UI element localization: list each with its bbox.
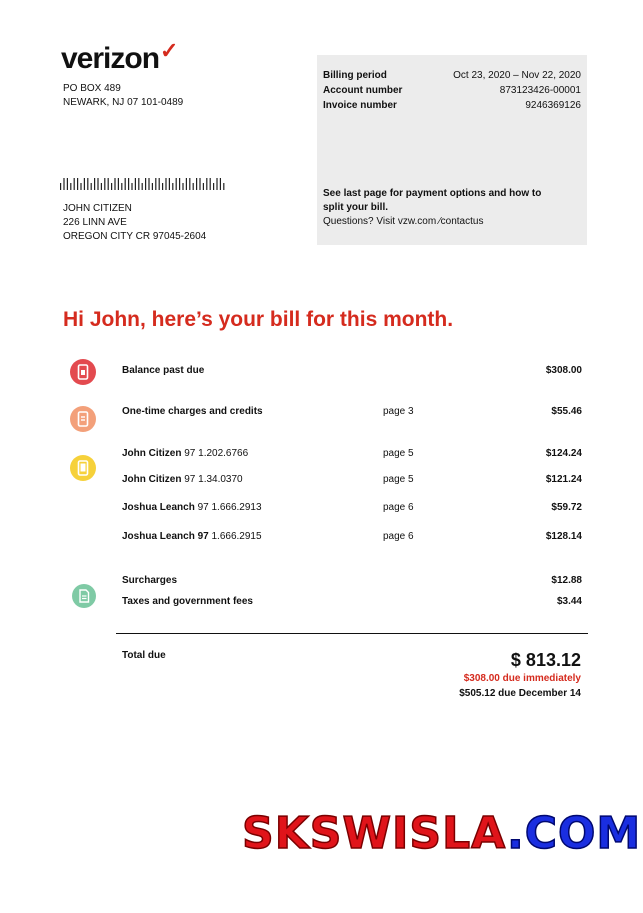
barcode-bar — [165, 178, 166, 190]
total-due-amount: $ 813.12 — [510, 650, 581, 670]
barcode-bar — [135, 178, 136, 190]
watermark-part2: .COM — [506, 808, 642, 859]
payment-note: See last page for payment options and how to split your bill. — [323, 188, 542, 213]
postal-barcode — [60, 178, 228, 190]
logo-check-mark: ✓ — [160, 38, 178, 63]
questions-text — [323, 216, 483, 227]
line-item-name: One-time charges and credits — [122, 406, 263, 417]
line-item-john-citizen-1 — [122, 448, 582, 462]
line-item-balance-past-due — [122, 365, 582, 379]
barcode-bar — [108, 178, 109, 190]
barcode-bar — [179, 178, 180, 190]
document-icon — [72, 584, 96, 608]
billing-info-box — [317, 55, 587, 245]
line-item-number: 97 1.666.2913 — [194, 502, 262, 513]
barcode-bar — [210, 178, 211, 190]
barcode-bar — [111, 183, 112, 190]
barcode-bar — [142, 183, 143, 190]
line-item-amount: $121.24 — [545, 474, 582, 485]
recipient-address — [63, 202, 206, 244]
logo-text: verizon — [61, 42, 160, 75]
barcode-bar — [172, 183, 173, 190]
barcode-bar — [70, 183, 71, 190]
barcode-bar — [131, 183, 132, 190]
line-item-name: Joshua Leanch — [122, 502, 195, 513]
smartphone-icon — [70, 455, 96, 481]
due-later: $505.12 due December 14 — [459, 688, 581, 699]
barcode-bar — [223, 183, 224, 190]
barcode-bar — [63, 178, 64, 190]
line-item-name: John Citizen — [122, 448, 182, 459]
line-item-number: 97 1.202.6766 — [181, 448, 249, 459]
barcode-bar — [145, 178, 146, 190]
barcode-bar — [60, 183, 61, 190]
line-item-one-time-charges — [122, 406, 582, 420]
line-item-page-ref[interactable]: page 3 — [383, 406, 414, 417]
barcode-bar — [94, 178, 95, 190]
barcode-bar — [186, 178, 187, 190]
barcode-bar — [193, 183, 194, 190]
watermark — [242, 808, 642, 859]
watermark-part1: SKSWISLA — [242, 808, 507, 859]
line-item-amount: $12.88 — [551, 575, 582, 586]
barcode-bar — [87, 178, 88, 190]
recipient-city: OREGON CITY CR 97045-2604 — [63, 231, 207, 242]
barcode-bar — [203, 183, 204, 190]
barcode-bar — [77, 178, 78, 190]
sender-address-line: PO BOX 489 — [63, 83, 121, 94]
billing-period-label: Billing period — [323, 70, 387, 81]
barcode-bar — [148, 178, 149, 190]
line-item-name: John Citizen — [122, 474, 182, 485]
barcode-bar — [196, 178, 197, 190]
barcode-bar — [118, 178, 119, 190]
total-divider — [116, 633, 588, 634]
total-due-label: Total due — [122, 650, 166, 661]
line-item-amount: $59.72 — [551, 502, 582, 513]
account-number-value: 873123426-00001 — [499, 85, 581, 96]
barcode-bar — [91, 183, 92, 190]
line-item-amount: $124.24 — [545, 448, 582, 459]
barcode-bar — [199, 178, 200, 190]
line-item-amount: $55.46 — [551, 406, 582, 417]
barcode-bar — [159, 178, 160, 190]
barcode-bar — [189, 178, 190, 190]
device-icon — [70, 406, 96, 432]
line-item-name: Taxes and government fees — [122, 596, 253, 607]
recipient-street: 226 LINN AVE — [63, 217, 127, 228]
barcode-bar — [152, 183, 153, 190]
line-item-name: Joshua Leanch 97 — [122, 531, 209, 542]
billing-period-value: Oct 23, 2020 – Nov 22, 2020 — [453, 70, 581, 81]
barcode-bar — [84, 178, 85, 190]
barcode-bar — [125, 178, 126, 190]
line-item-amount: $308.00 — [545, 365, 582, 376]
barcode-bar — [67, 178, 68, 190]
barcode-bar — [162, 183, 163, 190]
barcode-bar — [97, 178, 98, 190]
contact-link[interactable]: vzw.com ⁄contactus — [397, 216, 484, 227]
invoice-number-value: 9246369126 — [525, 100, 581, 111]
verizon-logo — [61, 38, 178, 75]
invoice-number-label: Invoice number — [323, 100, 397, 111]
line-item-amount: $3.44 — [556, 596, 582, 607]
sender-address — [63, 82, 183, 110]
barcode-bar — [101, 183, 102, 190]
barcode-bar — [206, 178, 207, 190]
barcode-bar — [213, 183, 214, 190]
barcode-bar — [220, 178, 221, 190]
line-item-joshua-leanch-2 — [122, 531, 582, 545]
barcode-bar — [155, 178, 156, 190]
account-number-label: Account number — [323, 85, 403, 96]
barcode-bar — [80, 183, 81, 190]
barcode-bar — [169, 178, 170, 190]
barcode-bar — [138, 178, 139, 190]
line-item-page-ref[interactable]: page 5 — [383, 474, 414, 485]
barcode-bar — [121, 183, 122, 190]
line-item-page-ref[interactable]: page 6 — [383, 531, 414, 542]
barcode-bar — [182, 183, 183, 190]
barcode-bar — [114, 178, 115, 190]
barcode-bar — [74, 178, 75, 190]
line-item-john-citizen-2 — [122, 474, 582, 488]
line-item-page-ref[interactable]: page 5 — [383, 448, 414, 459]
line-item-name: Surcharges — [122, 575, 178, 586]
recipient-name: JOHN CITIZEN — [63, 203, 132, 214]
line-item-page-ref[interactable]: page 6 — [383, 502, 414, 513]
bill-headline: Hi John, here’s your bill for this month. — [63, 308, 454, 331]
barcode-bar — [176, 178, 177, 190]
line-item-number: 1.666.2915 — [208, 531, 262, 542]
barcode-bar — [104, 178, 105, 190]
barcode-bar — [216, 178, 217, 190]
due-immediately: $308.00 due immediately — [463, 673, 581, 684]
barcode-bar — [128, 178, 129, 190]
line-item-amount: $128.14 — [545, 531, 582, 542]
line-item-surcharges — [122, 575, 582, 589]
line-item-taxes-fees — [122, 596, 582, 610]
questions-label: Questions? Visit — [323, 216, 398, 227]
line-item-number: 97 1.34.0370 — [181, 474, 243, 485]
line-item-name: Balance past due — [122, 365, 205, 376]
line-item-joshua-leanch-1 — [122, 502, 582, 516]
phone-alert-icon — [70, 359, 96, 385]
sender-address-line: NEWARK, NJ 07 101-0489 — [63, 97, 184, 108]
